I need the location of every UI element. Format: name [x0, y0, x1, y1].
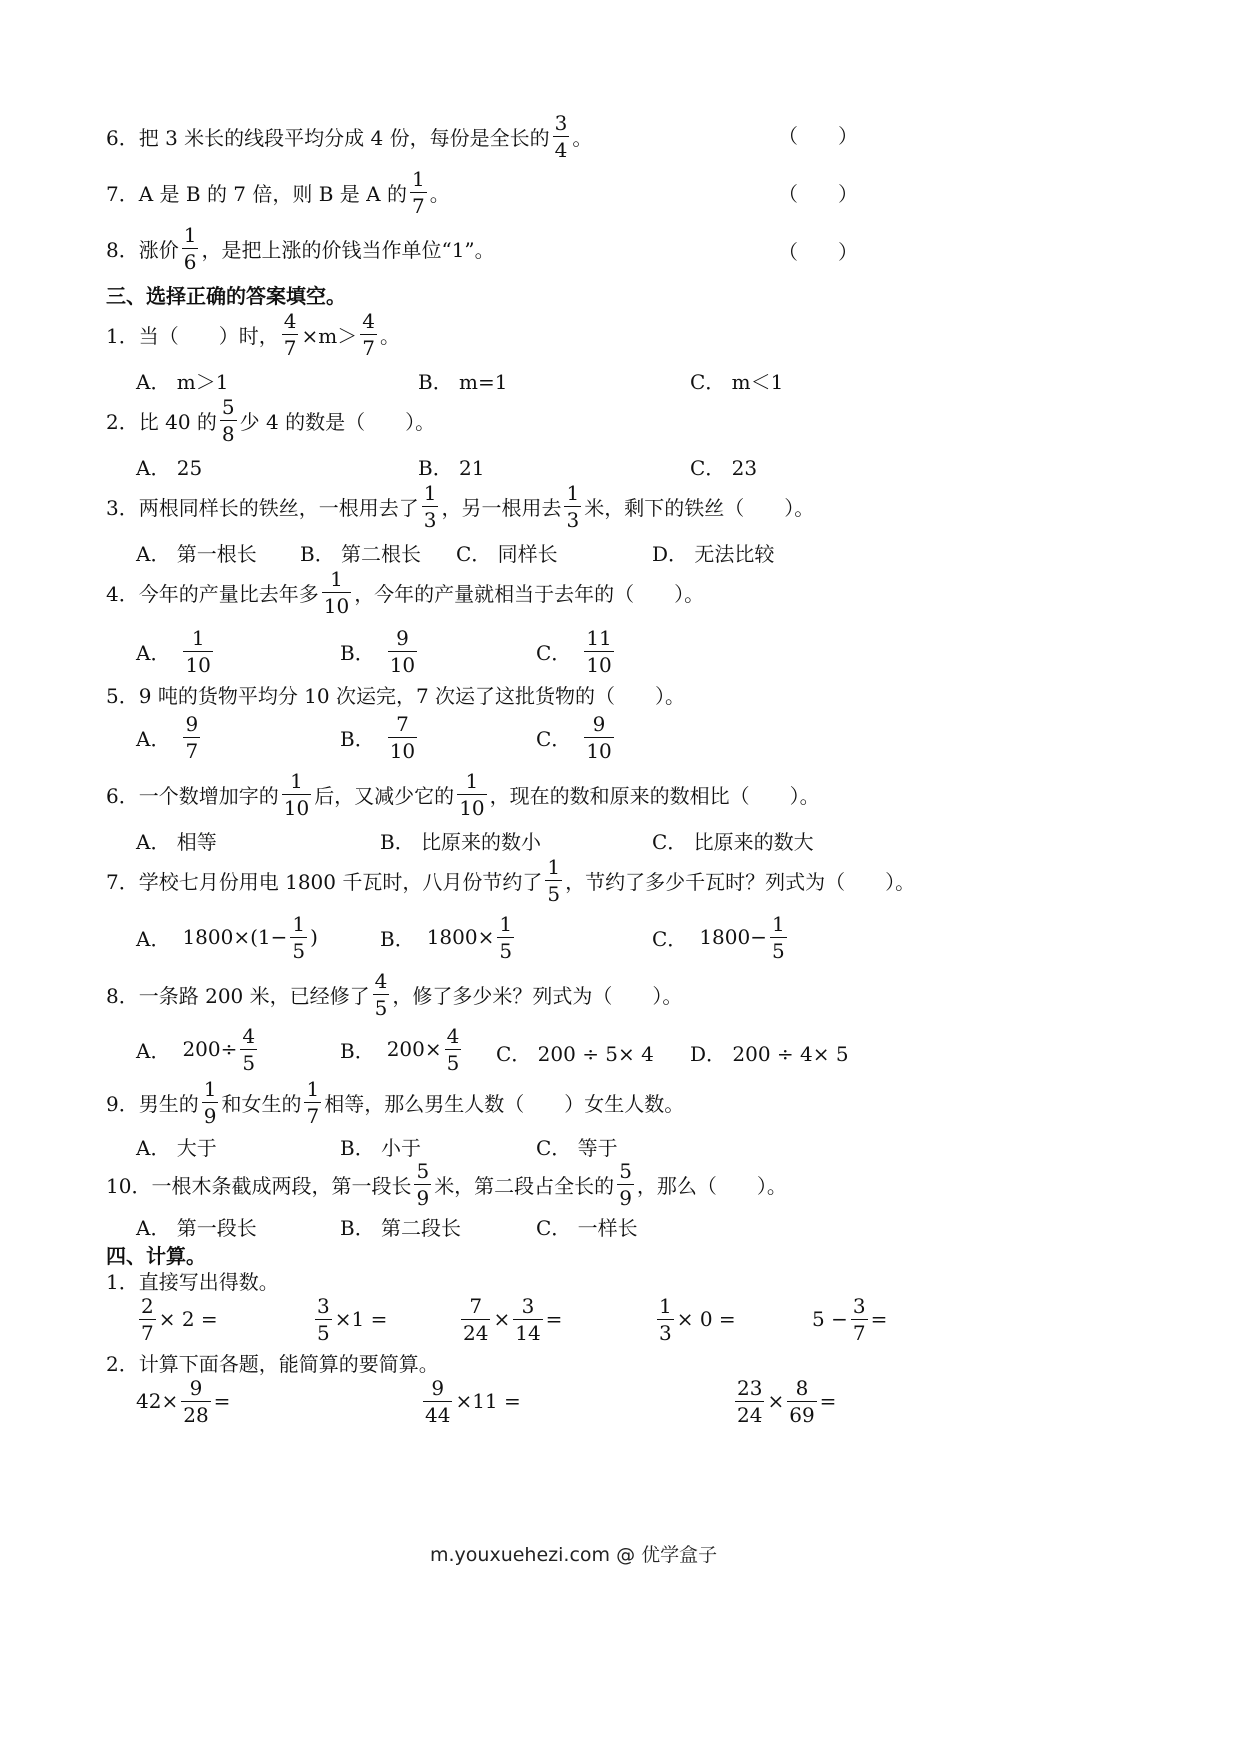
option-d[interactable]: D． 无法比较 [652, 542, 775, 566]
calc-1-title: 1．直接写出得数。 [106, 1270, 279, 1294]
fraction: 3 5 [317, 1293, 330, 1345]
fraction: 1 7 [411, 166, 425, 218]
fraction: 1 3 [659, 1293, 672, 1345]
option-a[interactable]: A． 1800×(1− 1 5 ) [136, 911, 318, 963]
calc-expression: 7 24 × 3 14 = [463, 1293, 563, 1345]
answer-paren[interactable]: （ ） [778, 240, 858, 264]
fraction: 1 5 [547, 854, 561, 906]
calc-expression: 23 24 × 8 69 = [737, 1375, 837, 1427]
calc-expression: 1 3 × 0 = [659, 1293, 736, 1345]
fraction: 9 7 [185, 711, 199, 763]
option-c[interactable]: C． m＜1 [690, 370, 784, 394]
fraction: 7 24 [463, 1293, 489, 1345]
section-3-title: 三、选择正确的答案填空。 [106, 284, 346, 308]
fraction: 4 5 [446, 1023, 460, 1075]
option-c[interactable]: C． 一样长 [536, 1216, 638, 1240]
choice-question-4: 4． 今年的产量比去年多 1 10 ，今年的产量就相当于去年的（ ）。 [106, 566, 705, 618]
calc-expression: 9 44 ×11 = [425, 1375, 521, 1427]
option-a[interactable]: A． 第一根长 [136, 542, 257, 566]
fraction: 1 3 [423, 480, 437, 532]
fraction: 5 9 [416, 1158, 430, 1210]
choice-question-9: 9． 男生的 1 9 和女生的 1 7 相等，那么男生人数（ ）女生人数。 [106, 1076, 685, 1128]
fraction: 7 10 [389, 711, 416, 763]
fraction: 9 10 [586, 711, 612, 763]
judge-item-6: 6． 把 3 米长的线段平均分成 4 份，每份是全长的 3 4 。 [106, 110, 593, 162]
calc-expression: 5 − 3 7 = [812, 1293, 888, 1345]
option-c[interactable]: C． 同样长 [456, 542, 558, 566]
option-a[interactable]: A． 25 [136, 456, 203, 480]
option-c[interactable]: C． 1800− 1 5 [652, 911, 785, 963]
option-a[interactable]: A． 第一段长 [136, 1216, 257, 1240]
option-a[interactable]: A． 1 10 [136, 625, 211, 677]
option-b[interactable]: B． 200× 4 5 [340, 1023, 460, 1075]
option-c[interactable]: C． 比原来的数大 [652, 830, 814, 854]
fraction: 3 14 [515, 1293, 541, 1345]
option-c[interactable]: C． 11 10 [536, 625, 612, 677]
fraction: 1 10 [459, 768, 485, 820]
fraction: 5 9 [619, 1158, 632, 1210]
option-c[interactable]: C． 等于 [536, 1136, 618, 1160]
option-a[interactable]: A． 相等 [136, 830, 217, 854]
fraction: 9 28 [183, 1375, 209, 1427]
option-c[interactable]: C． 9 10 [536, 711, 612, 763]
option-b[interactable]: B． 小于 [340, 1136, 422, 1160]
footer-watermark: m.youxuehezi.com @ 优学盒子 [430, 1544, 718, 1566]
option-a[interactable]: A． 200÷ 4 5 [136, 1023, 256, 1075]
fraction: 1 10 [185, 625, 211, 677]
answer-paren[interactable]: （ ） [778, 124, 858, 148]
option-a[interactable]: A． m＞1 [136, 370, 229, 394]
choice-question-1: 1． 当（ ）时， 4 7 ×m＞ 4 7 。 [106, 308, 400, 360]
fraction: 11 10 [586, 625, 612, 677]
option-d[interactable]: D． 200 ÷ 4× 5 [690, 1042, 849, 1066]
fraction: 9 44 [425, 1375, 451, 1427]
fraction: 4 7 [283, 308, 297, 360]
fraction: 4 7 [362, 308, 375, 360]
fraction: 9 10 [389, 625, 416, 677]
option-b[interactable]: B． 7 10 [340, 711, 416, 763]
option-b[interactable]: B． 1800× 1 5 [380, 911, 513, 963]
choice-question-7: 7． 学校七月份用电 1800 千瓦时，八月份节约了 1 5 ，节约了多少千瓦时？列式为（ ）。 [106, 854, 916, 906]
calc-2-title: 2．计算下面各题，能简算的要简算。 [106, 1352, 439, 1376]
choice-question-6: 6． 一个数增加字的 1 10 后，又减少它的 1 10 ，现在的数和原来的数相比（ ）。 [106, 768, 820, 820]
fraction: 4 5 [374, 968, 388, 1020]
fraction: 1 6 [183, 222, 197, 274]
fraction: 2 7 [141, 1293, 154, 1345]
calc-expression: 2 7 × 2 = [141, 1293, 218, 1345]
fraction: 3 4 [554, 110, 568, 162]
fraction: 1 5 [292, 911, 306, 963]
option-a[interactable]: A． 大于 [136, 1136, 217, 1160]
answer-paren[interactable]: （ ） [778, 182, 858, 206]
option-b[interactable]: B． 第二段长 [340, 1216, 462, 1240]
choice-question-3: 3． 两根同样长的铁丝，一根用去了 1 3 ，另一根用去 1 3 米，剩下的铁丝（ ）。 [106, 480, 815, 532]
option-b[interactable]: B． m=1 [418, 370, 508, 394]
option-b[interactable]: B． 比原来的数小 [380, 830, 542, 854]
fraction: 1 9 [203, 1076, 217, 1128]
calc-expression: 3 5 ×1 = [317, 1293, 388, 1345]
option-b[interactable]: B． 21 [418, 456, 485, 480]
fraction: 1 3 [566, 480, 580, 532]
fraction: 1 5 [771, 911, 785, 963]
choice-question-5: 5． 9 吨的货物平均分 10 次运完，7 次运了这批货物的（ ）。 [106, 683, 686, 708]
fraction: 5 8 [221, 394, 235, 446]
option-c[interactable]: C． 23 [690, 456, 758, 480]
option-a[interactable]: A． 9 7 [136, 711, 199, 763]
option-c[interactable]: C． 200 ÷ 5× 4 [496, 1042, 654, 1066]
fraction: 1 10 [283, 768, 310, 820]
option-b[interactable]: B． 第二根长 [300, 542, 422, 566]
choice-question-2: 2． 比 40 的 5 8 少 4 的数是（ ）。 [106, 394, 436, 446]
calc-expression: 42× 9 28 = [136, 1375, 231, 1427]
fraction: 23 24 [737, 1375, 763, 1427]
judge-item-8: 8． 涨价 1 6 ，是把上涨的价钱当作单位“1”。 [106, 222, 495, 274]
choice-question-10: 10． 一根木条截成两段，第一段长 5 9 米，第二段占全长的 5 9 ，那么（ ）。 [106, 1158, 787, 1210]
fraction: 4 5 [242, 1023, 256, 1075]
section-4-title: 四、计算。 [106, 1244, 206, 1268]
judge-item-7: 7． A 是 B 的 7 倍，则 B 是 A 的 1 7 。 [106, 166, 450, 218]
fraction: 3 7 [852, 1293, 866, 1345]
fraction: 1 10 [323, 566, 350, 618]
fraction: 1 5 [499, 911, 513, 963]
choice-question-8: 8． 一条路 200 米，已经修了 4 5 ，修了多少米？列式为（ ）。 [106, 968, 683, 1020]
fraction: 8 69 [789, 1375, 815, 1427]
option-b[interactable]: B． 9 10 [340, 625, 416, 677]
fraction: 1 7 [306, 1076, 320, 1128]
